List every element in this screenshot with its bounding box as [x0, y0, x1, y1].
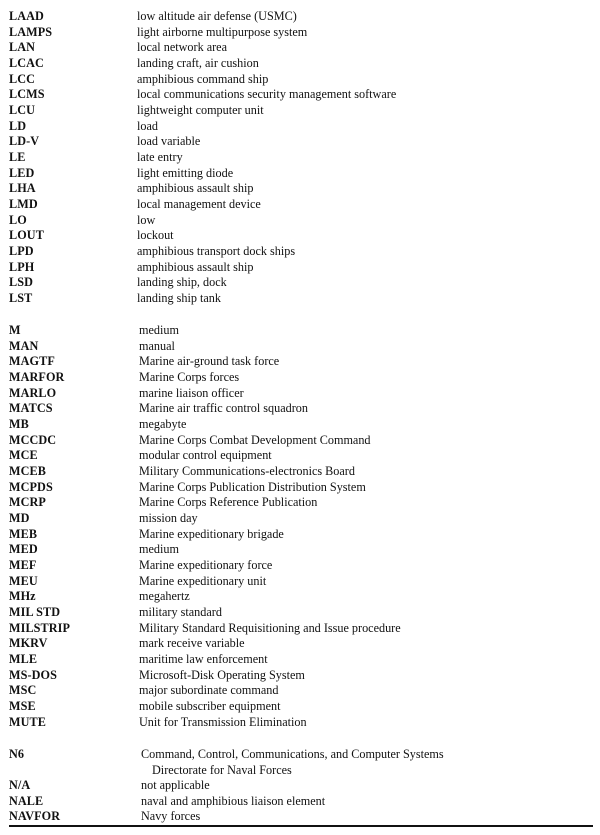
glossary-entry	[0, 370, 600, 386]
abbreviation: LD-V	[9, 134, 40, 149]
glossary-entry	[0, 511, 600, 527]
abbreviation: LE	[9, 150, 26, 165]
definition: medium	[139, 542, 179, 557]
abbreviation: MCPDS	[9, 479, 53, 494]
abbreviation: MSE	[9, 699, 36, 714]
definition: Marine Corps Combat Development Command	[139, 432, 371, 447]
abbreviation: LCMS	[9, 87, 45, 102]
definition: modular control equipment	[139, 448, 272, 463]
definition: military standard	[139, 605, 222, 620]
definition: megahertz	[139, 589, 190, 604]
definition: Navy forces	[141, 809, 201, 824]
glossary-entry	[0, 589, 600, 605]
definition: lightweight computer unit	[137, 103, 264, 118]
definition: mobile subscriber equipment	[139, 699, 281, 714]
glossary-entry	[0, 668, 600, 684]
definition: Marine expeditionary unit	[139, 573, 267, 588]
abbreviation: MATCS	[9, 401, 53, 416]
definition: lockout	[137, 228, 174, 243]
abbreviation: MEU	[9, 573, 38, 588]
glossary-entry	[0, 119, 600, 135]
definition: late entry	[137, 150, 183, 165]
abbreviation: NALE	[9, 793, 44, 808]
definition: Marine expeditionary brigade	[139, 526, 284, 541]
glossary-entry	[0, 747, 600, 778]
definition: landing ship tank	[137, 291, 221, 306]
glossary-entry	[0, 542, 600, 558]
abbreviation: LHA	[9, 181, 36, 196]
definition: marine liaison officer	[139, 385, 244, 400]
definition-line: Command, Control, Communications, and Computer Systems	[141, 747, 444, 761]
definition: local management device	[137, 197, 261, 212]
glossary-entry	[0, 794, 600, 810]
definition: low altitude air defense (USMC)	[137, 9, 297, 23]
glossary-entry	[0, 401, 600, 417]
glossary-entry	[0, 636, 600, 652]
definition: light airborne multipurpose system	[137, 24, 308, 39]
definition: light emitting diode	[137, 165, 234, 180]
definition: landing ship, dock	[137, 275, 227, 290]
abbreviation: MS-DOS	[9, 667, 57, 682]
definition: Military Standard Requisitioning and Issue procedure	[139, 620, 401, 635]
abbreviation: LAMPS	[9, 24, 53, 39]
definition: Marine air-ground task force	[139, 354, 280, 369]
glossary-entry	[0, 323, 600, 339]
definition: megabyte	[139, 417, 187, 432]
definition: medium	[139, 323, 179, 337]
glossary-entry	[0, 197, 600, 213]
glossary-entry	[0, 150, 600, 166]
abbreviation: MCE	[9, 448, 38, 463]
definition: mark receive variable	[139, 636, 245, 651]
glossary-entry	[0, 213, 600, 229]
glossary-entry	[0, 56, 600, 72]
glossary-entry	[0, 495, 600, 511]
abbreviation: MILSTRIP	[9, 620, 71, 635]
glossary-entry	[0, 527, 600, 543]
abbreviation: LAN	[9, 40, 36, 55]
definition: Military Communications-electronics Board	[139, 464, 355, 479]
abbreviation: LOUT	[9, 228, 44, 243]
abbreviation: MIL STD	[9, 605, 61, 620]
abbreviation: LCAC	[9, 56, 44, 71]
glossary-entry	[0, 605, 600, 621]
abbreviation: M	[9, 323, 21, 337]
glossary-entry	[0, 244, 600, 260]
abbreviation: LAAD	[9, 9, 44, 23]
glossary-entry	[0, 480, 600, 496]
definition: amphibious assault ship	[137, 259, 254, 274]
definition: Marine Corps Reference Publication	[139, 495, 318, 510]
glossary-entry	[0, 9, 600, 25]
glossary-entry	[0, 166, 600, 182]
abbreviation: LCU	[9, 103, 36, 118]
abbreviation: LPH	[9, 259, 35, 274]
definition: landing craft, air cushion	[137, 56, 259, 71]
definition: not applicable	[141, 778, 210, 792]
glossary-entry	[0, 464, 600, 480]
glossary-entry	[0, 87, 600, 103]
abbreviation: LSD	[9, 275, 34, 290]
glossary-entry	[0, 621, 600, 637]
glossary-entry	[0, 354, 600, 370]
glossary-entry	[0, 103, 600, 119]
glossary-entry	[0, 181, 600, 197]
glossary-entry	[0, 72, 600, 88]
definition: Marine expeditionary force	[139, 558, 273, 573]
definition: naval and amphibious liaison element	[141, 793, 326, 808]
abbreviation: MEB	[9, 526, 38, 541]
abbreviation: MCEB	[9, 464, 46, 479]
abbreviation: LED	[9, 165, 35, 180]
abbreviation: MARLO	[9, 385, 57, 400]
definition: load variable	[137, 134, 201, 149]
glossary-entry	[0, 25, 600, 41]
glossary-entry	[0, 291, 600, 307]
abbreviation: MB	[9, 417, 29, 432]
glossary-entry	[0, 275, 600, 291]
glossary-section-l	[0, 9, 600, 307]
abbreviation: MCRP	[9, 495, 46, 510]
definition: major subordinate command	[139, 683, 279, 698]
abbreviation: MHz	[9, 589, 36, 604]
page-bottom-rule	[9, 825, 593, 827]
abbreviation: MEF	[9, 558, 37, 573]
glossary-entry	[0, 40, 600, 56]
glossary-entry	[0, 134, 600, 150]
definition: mission day	[139, 511, 198, 526]
glossary-entry	[0, 715, 600, 731]
glossary-entry	[0, 699, 600, 715]
definition: Unit for Transmission Elimination	[139, 714, 307, 729]
definition: Marine air traffic control squadron	[139, 401, 308, 416]
glossary-entry	[0, 574, 600, 590]
definition: manual	[139, 338, 175, 353]
glossary-section-n	[0, 747, 600, 825]
glossary-entry	[0, 260, 600, 276]
abbreviation: LD	[9, 118, 27, 133]
abbreviation: LST	[9, 291, 33, 306]
glossary-entry	[0, 778, 600, 794]
glossary-entry	[0, 228, 600, 244]
definition: maritime law enforcement	[139, 652, 268, 667]
abbreviation: N/A	[9, 778, 31, 792]
glossary-entry	[0, 448, 600, 464]
glossary-entry	[0, 652, 600, 668]
abbreviation: MSC	[9, 683, 37, 698]
definition: low	[137, 212, 156, 227]
glossary-entry	[0, 339, 600, 355]
definition-continuation: Directorate for Naval Forces	[152, 762, 292, 777]
abbreviation: LCC	[9, 71, 36, 86]
abbreviation: MUTE	[9, 714, 46, 729]
abbreviation: N6	[9, 747, 25, 761]
definition: Microsoft-Disk Operating System	[139, 667, 305, 682]
abbreviation: LMD	[9, 197, 38, 212]
definition	[141, 747, 444, 778]
definition: load	[137, 118, 158, 133]
glossary-entry	[0, 683, 600, 699]
definition: amphibious command ship	[137, 71, 269, 86]
abbreviation: MAGTF	[9, 354, 55, 369]
abbreviation: MAN	[9, 338, 39, 353]
abbreviation: MED	[9, 542, 38, 557]
definition: Marine Corps Publication Distribution System	[139, 479, 366, 494]
abbreviation: MD	[9, 511, 30, 526]
definition: local communications security management software	[137, 87, 397, 102]
glossary-entry	[0, 433, 600, 449]
glossary-entry	[0, 809, 600, 825]
abbreviation: MCCDC	[9, 432, 57, 447]
abbreviation: LO	[9, 212, 27, 227]
abbreviation: MARFOR	[9, 370, 65, 385]
abbreviation: NAVFOR	[9, 809, 61, 824]
definition: amphibious assault ship	[137, 181, 254, 196]
glossary-section-m	[0, 323, 600, 730]
definition: Marine Corps forces	[139, 370, 240, 385]
glossary-entry	[0, 417, 600, 433]
glossary-entry	[0, 558, 600, 574]
definition: amphibious transport dock ships	[137, 244, 296, 259]
abbreviation: LPD	[9, 244, 34, 259]
abbreviation: MLE	[9, 652, 38, 667]
abbreviation: MKRV	[9, 636, 48, 651]
glossary-entry	[0, 386, 600, 402]
definition: local network area	[137, 40, 228, 55]
